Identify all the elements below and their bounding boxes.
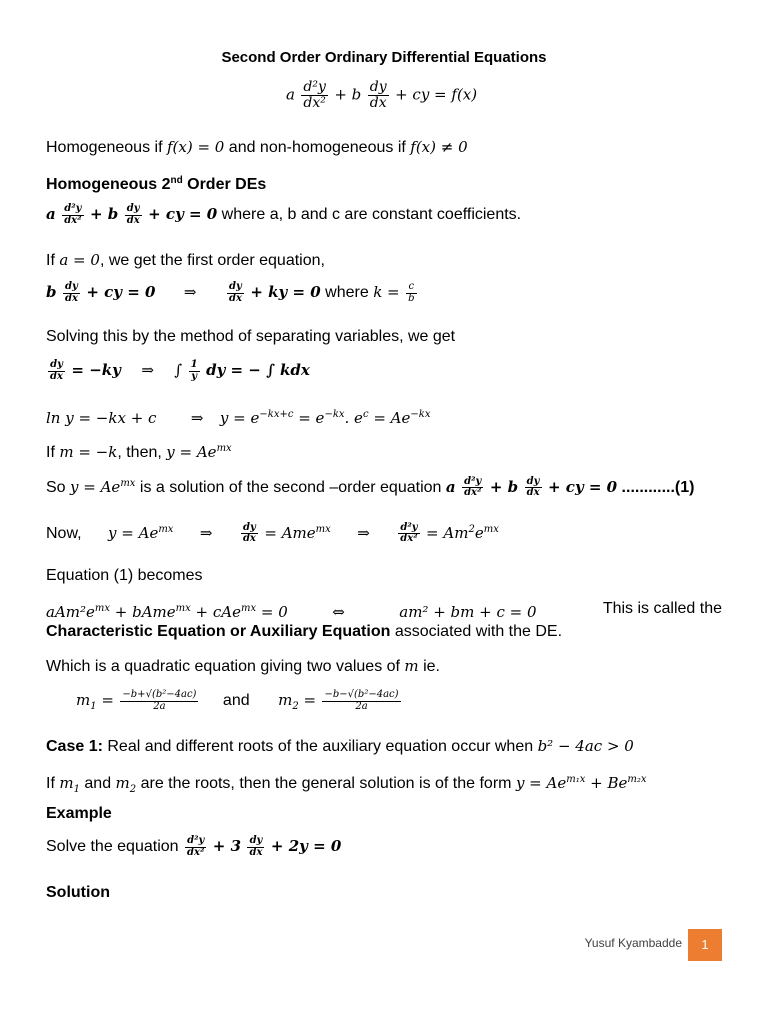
derivatives-line: Now, $y = Ae^{mx}$ ⇒ $\frac{dy}{dx}$ = Ame$^{mx}$ ⇒ $\frac{\text{d²y}}{\text{dx²}}$ = $Am^2e^{mx}$: [46, 521, 499, 545]
separation-text: Solving this by the method of separating variables, we get: [46, 328, 456, 345]
log-solution-line: ln y = −kx + c ⇒ $y = e^{-kx+c} = e^{-kx}$. $e^c = Ae^{-kx}$: [46, 409, 431, 427]
section-heading-homogeneous: Homogeneous 2nd Order DEs: [46, 175, 267, 193]
first-order-equation: b $\frac{dy}{dx}$ + cy = 0 ⇒ $\frac{dy}{dx}$ + ky = 0 where k = $\frac{c}{b}$: [46, 281, 415, 304]
if-m-line: If m = −k, then, $y = Ae^{mx}$: [46, 443, 232, 461]
case-1-line: Case 1: Real and different roots of the auxiliary equation occur when b² − 4ac > 0: [46, 737, 634, 755]
auxiliary-substitution-line: $aAm^2e^{mx}$ + bAme$^{mx}$ + cAe$^{mx}$ = 0 ⇔ am² + bm + c = 0 This is called the: [46, 600, 722, 621]
footer-author: Yusuf Kyambadde: [584, 936, 682, 950]
page-number: 1: [688, 929, 722, 961]
separated-equation: $\frac{dy}{dx}$ = −ky ⇒ ∫ $\frac{1}{y}$ dy = − ∫ kdx: [50, 359, 310, 382]
general-solution-line: If $m_1$ and $m_2$ are the roots, then the general solution is of the form $y = Ae^{m_1x} + Be^{m_2x}$: [46, 774, 647, 795]
solution-heading: Solution: [46, 884, 110, 901]
page-title: Second Order Ordinary Differential Equations: [221, 49, 547, 66]
constant-coefficients-line: a $\frac{\text{d²y}}{\text{dx²}}$ + b $\frac{dy}{dx}$ + cy = 0 where a, b and c are constant coefficients.: [46, 203, 522, 226]
solution-statement-line: So $y = Ae^{mx}$ is a solution of the second –order equation a $\frac{\text{d²y}}{\text{dx²}}$ + b $\frac{dy}{dx}$ + cy = 0 ............(1): [46, 475, 695, 499]
general-equation: a $\frac{\text{d²y}}{\text{dx²}}$ + b $\frac{dy}{dx}$ + cy = f(x): [286, 79, 478, 111]
if-a-zero-line: If a = 0, we get the first order equation,: [46, 251, 325, 269]
equation-1-becomes: Equation (1) becomes: [46, 567, 203, 584]
example-equation-line: Solve the equation $\frac{\text{d²y}}{\text{dx²}}$ + 3 $\frac{dy}{dx}$ + 2y = 0: [46, 835, 342, 858]
example-heading: Example: [46, 805, 112, 822]
homogeneous-definition: Homogeneous if f(x) = 0 and non-homogeneous if f(x) ≠ 0: [46, 138, 468, 156]
roots-formula-line: $m_1$ = $\frac{\text{−b+√(b²−4ac)}}{2a}$ and $m_2$ = $\frac{\text{−b−√(b²−4ac)}}{2a}$: [76, 689, 399, 713]
quadratic-line: Which is a quadratic equation giving two values of m ie.: [46, 657, 440, 675]
characteristic-equation-line: Characteristic Equation or Auxiliary Equation associated with the DE.: [46, 623, 563, 640]
